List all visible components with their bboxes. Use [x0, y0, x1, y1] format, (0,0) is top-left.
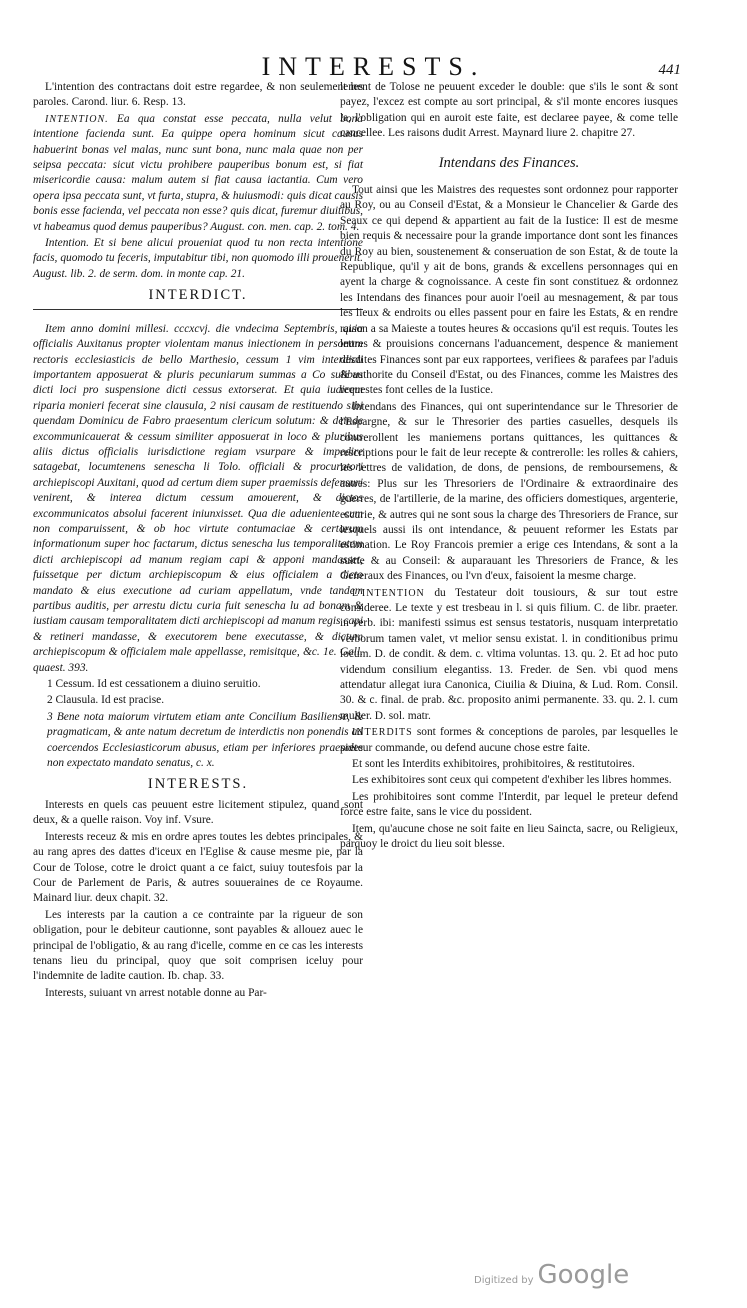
- google-logo: Google: [537, 1260, 630, 1290]
- paragraph: [340, 725, 678, 756]
- paragraph: Les exhibitoires sont ceux qui competent d'exhiber les libres hommes.: [352, 774, 672, 787]
- right-column: [340, 80, 678, 854]
- footnote: 2 Clausula. Id est pracise.: [47, 694, 165, 707]
- paragraph: lement de Tolose ne peuuent exceder le double: que s'ils le sont & sont payez, l'excez est compte au sort principal, & s'il monte encores iusques la, l'obligation qui en auroit este faite, est declaree payee, & come telle cancellee. Les raisons dudit Arrest. Maynard liure 2. chapitre 27.: [340, 81, 678, 140]
- section-heading-interdict: INTERDICT.: [148, 287, 248, 304]
- paragraph: Interests en quels cas peuuent estre licitement stipulez, quand sont deux, & a quelle raison. Voy inf. Vsure.: [33, 798, 363, 827]
- page-number: 441: [658, 62, 681, 78]
- paragraph: Interests receuz & mis en ordre apres toutes les debtes principales, & au rang apres des dattes d'iceux en l'Eglise & cause mesme pie, par la Cour de Tolose, cotre le droict quant a ce faict, suiuy toutesfois par la Cour de Parlement de Paris, & autres souueraines de ce Royaume. Mainard liur. deux chapit. 32.: [33, 830, 363, 905]
- paragraph: Item, qu'aucune chose ne soit faite en lieu Saincta, sacre, ou Religieux, parquoy le droict du lieu soit blesse.: [340, 822, 678, 851]
- footnote: 1 Cessum. Id est cessationem a diuino seruitio.: [47, 678, 261, 691]
- paragraph: Intendans des Finances, qui ont superintendance sur le Thresorier de l'Espargne, & sur le Thresorier des parties casuelles, desquels ils contrerollent les maniemens portans quittances, les quittances & rescriptions pour le fait de leur recepte & contrerolle: les rolles & cahiers, les lettres de validation, de dons, de pensions, de remboursemens, & autres: Plus sur les Thresoriers de l'Ordinaire & extraordinaire des guerres, de l'artillerie, de la marine, des officiers domestiques, argenterie, escurie, & autres qui ne sont sous la charge des Thresoriers de France, sur lesquels aussi ils ont intendance, & peuuent reformer les Estats par estimation. Le Roy Francois premier a erige ces Intendans, & sont a la suitte & au Conseil: & auparauant les Thresoriers de France, & les Generaux des Finances, ou l'vn d'eux, faisoient la mesme charge.: [340, 400, 678, 583]
- paragraph: Et sont les Interdits exhibitoires, prohibitoires, & restitutoires.: [352, 758, 635, 771]
- section-heading-intendans: Intendans des Finances.: [438, 154, 580, 171]
- paragraph: Les interests par la caution a ce contrainte par la rigueur de son obligation, pour le debiteur cautionne, sont payables & allouez auec le principal de l'obligatio, & au rang d'icelle, comme en ce cas les interests tenans lieu du principal, quoy que soit comprisen iceluy pour l'indemnite de ladite caution. Ib. chap. 33.: [33, 908, 363, 983]
- digitized-by-google-watermark: [474, 1260, 629, 1290]
- paragraph: Les prohibitoires sont comme l'Interdit, par lequel le preteur defend force estre faite, sans le vice du possident.: [340, 790, 678, 819]
- section-heading-interests: INTERESTS.: [147, 776, 249, 793]
- paragraph: [33, 112, 363, 235]
- paragraph: L'intention des contractans doit estre regardee, & non seulement les paroles. Carond. liur. 6. Resp. 13.: [33, 81, 363, 109]
- left-column: [33, 80, 363, 1002]
- paragraph: Item anno domini millesi. cccxcvj. die vndecima Septembris, quia officialis Auxitanus propter violentam manus iniectionem in personam rectoris ecclesiasticis de bello Marthesio, cessum 1 vim interdicti importantem apposuerat & pluris pecuniarum summas a Co sulibus dicti loci pro suspensione dicti cessus extorserat. Et quia iudicem riparia monieri fecerat sine clausula, 2 nisi causam de restituendo sibi quendam Dominicu de Fabro praesentum clericum solutum: & deinde excommunicauerat & cessum similiter apposuerat in loco & pluribus aliis dictus officialis iurisdictione regiam vsurpare & impedire satagebat, locumtenens senescha li Tolo. officiali & procuratori archiepiscopi Auxitani, quod ad certum diem super praemissis defensuri venirent, & interea dictum cessum amouerent, & dictos excommunicatos absolui facerent iniunxisset. Qua die adueniente cum non comparuissent, & ob hoc virtute contumaciae & certarum informationum super hoc factarum, dictus senescha lus temporalitatem dicti archiepiscopi ad manum regiam capi & apponi mandasset, fuissetque per dictum archiepiscopum & eius officialem a dicto mandato & eius executione ad curiam appellatum, vnde tandem partibus auditis, per arrestu dictu curia fuit senescha lu ad bonam & iustiam causam temporalitatem dicti archiepiscopi ad manum regis capi & retineri mandasse, & executorem bene executasse, & dictum archiepiscopum & officialem male appellasse, remisitque, &c. 1e. Gall. quaest. 393.: [33, 322, 363, 674]
- watermark-small-text: Digitized by: [474, 1275, 534, 1286]
- paragraph: Intention. Et si bene alicui proueniat quod tu non recta intentione facis, quomodo tu feceris, imputabitur tibi, non quomodo illi prouenerit. August. lib. 2. de serm. dom. in monte cap. 21.: [33, 237, 363, 280]
- footnote: 3 Bene nota maiorum virtutem etiam ante Concilium Basiliense, & pragmaticam, & ante natum decretum de interdictis non ponendis ad coercendos Ecclesiasticorum abusus, etiam per inferiores praesides non expectato mandato senatus, c. x.: [47, 710, 363, 770]
- entry-text: du Testateur doit tousiours, & sur tout estre consideree. Le texte y est tresbeau in l. si quis filium. C. de libr. praeter. in verb. ibi: manifesti ssimus est sensus testatoris, nusquam interpretatio verborum tamen valet, vt melior sensu existat. l. in conditionibus primu locum. D. de condit. & dem. c. vltima voluntas. 13. qu. 2. Et ad hoc puto videndum consilium elegantiss. 13. Freder. de Sen. vbi quod mens attendatur allegat iura Canonica, Ciuilia & Diuina, & Lud. Rom. Consil. 30. & c. final. de prab. &c. proposito animi permanente. 33. qu. 2. l. cum mulier. D. sol. matr.: [340, 586, 678, 722]
- paragraph: [340, 586, 678, 725]
- entry-term: INTENTION.: [45, 113, 109, 125]
- entry-text: sont formes & conceptions de paroles, par lesquelles le preteur commande, ou defend aucune chose estre faite.: [340, 726, 678, 754]
- latin-text: Ea qua constat esse peccata, nulla velut bona intentione facienda sunt. Ea quippe opera hominum sicut causas habuerint bonas vel malas, nunc sunt bona, nunc mala quae non per seipsa peccata: sicut victu prohibere pauperibus bonum est, si fiat misericordie causa: malum autem si fiat causa iactantia. Cum vero opera ipsa peccata sunt, vt furta, stupra, & huiusmodi: quis dicat causis bonis esse facienda, vel peccata non esse? quis dicat, furemur diuitibus, vt habeamus quod demus pauperibus? August. con. men. cap. 2. tom. 4.: [33, 112, 363, 233]
- paragraph: Tout ainsi que les Maistres des requestes sont ordonnez pour rapporter au Roy, ou au Conseil d'Estat, & a Monsieur le Chancelier & Garde des Seaux ce qui depend & appartient au fait de la Iustice: Il est de mesme bien requis & necessaire pour la grande importance dont sont les finances du Roy au bien, soustenement & conseruation de son Estat, & de toute la Republique, qu'il y ait de bons, grands & excellens personnages qui en ayent la charge & cognoissance. A ceste fin sont constituez & ordonnez les Intendans des finances pour auoir l'oeil au mesnagement, & par tous les lieux & endroits ou elles passent pour en faire les Estats, & en rendre raison a sa Maieste a toutes heures & occasions qu'il est requis. Toutes les lettres & prouisions concernans l'aduancement, despence & maniement desdites Finances sont par eux rapportees, verifiees & parafees par l'aduis & authorite du Conseil d'Estat, ou des Finances, comme les Maistres des requestes font celles de la Iustice.: [340, 184, 678, 397]
- paragraph: Interests, suiuant vn arrest notable donne au Par-: [45, 986, 267, 999]
- entry-term: L'INTENTION: [352, 587, 425, 599]
- running-title: INTERESTS.: [261, 52, 486, 81]
- entry-term: INTERDITS: [352, 727, 413, 739]
- divider: [33, 309, 363, 310]
